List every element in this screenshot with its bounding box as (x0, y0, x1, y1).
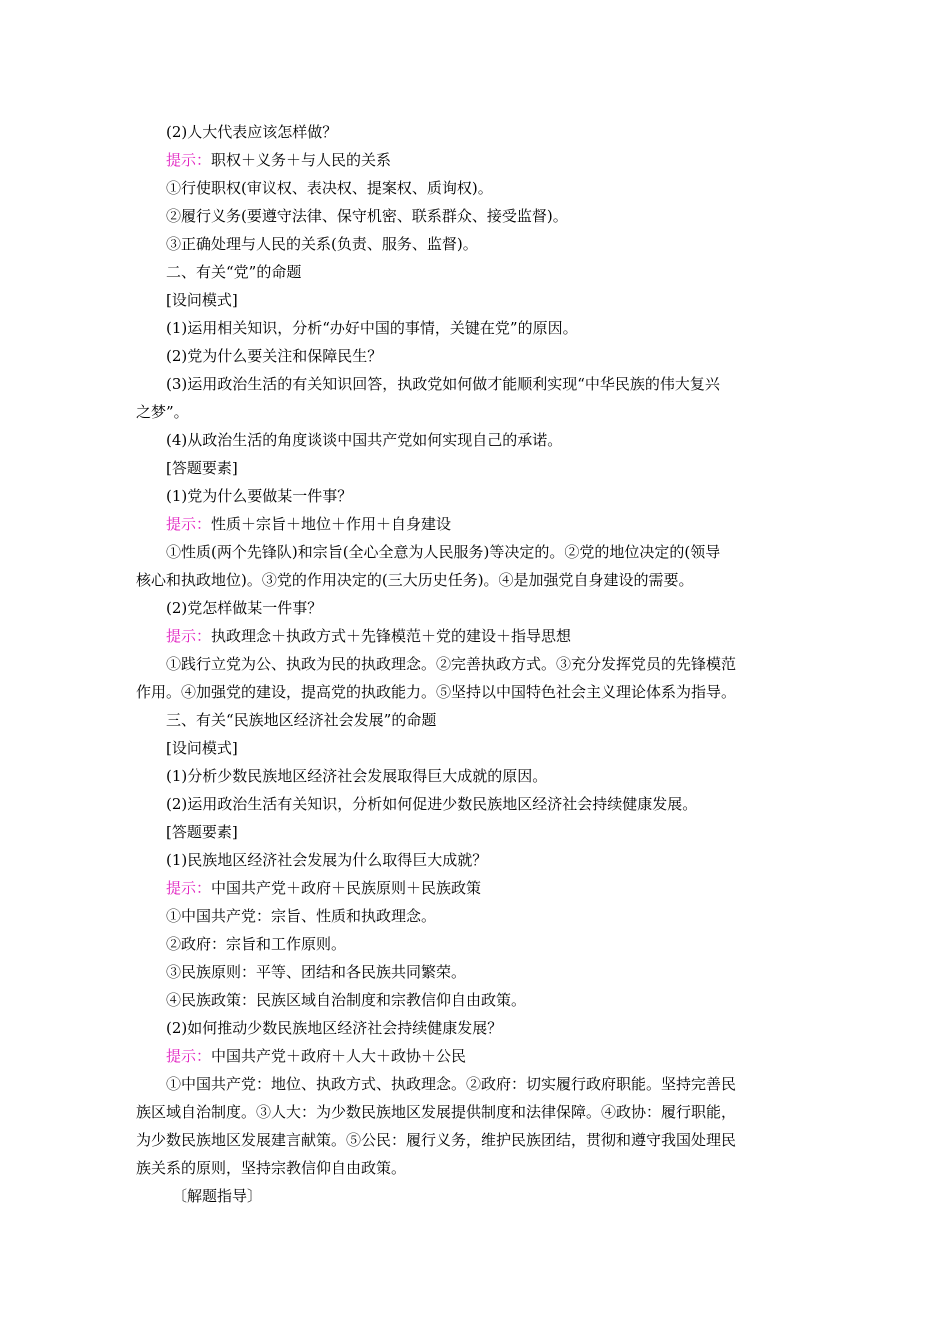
hint-text: 执政理念＋执政方式＋先锋模范＋党的建设＋指导思想 (211, 627, 572, 645)
text-line: (2)运用政治生活有关知识，分析如何促进少数民族地区经济社会持续健康发展。 (166, 795, 698, 813)
text-line: ①践行立党为公、执政为民的执政理念。②完善执政方式。③充分发挥党员的先锋模范 (166, 655, 737, 673)
text-line: (2)如何推动少数民族地区经济社会持续健康发展？ (166, 1019, 503, 1037)
text-line: ③民族原则：平等、团结和各民族共同繁荣。 (166, 963, 467, 981)
section-heading: 三、有关“民族地区经济社会发展”的命题 (166, 711, 437, 729)
hint-text: 中国共产党＋政府＋人大＋政协＋公民 (211, 1047, 467, 1065)
hint-label: 提示： (166, 151, 212, 169)
hint-text: 中国共产党＋政府＋民族原则＋民族政策 (211, 879, 482, 897)
subheading: 〔解题指导〕 (172, 1187, 263, 1205)
hint-text: 职权＋义务＋与人民的关系 (211, 151, 392, 169)
text-line: ③正确处理与人民的关系(负责、服务、监督)。 (166, 235, 478, 253)
text-line-continuation: 核心和执政地位)。③党的作用决定的(三大历史任务)。④是加强党自身建设的需要。 (136, 571, 694, 589)
text-line-continuation: 族关系的原则，坚持宗教信仰自由政策。 (136, 1159, 407, 1177)
text-line: (3)运用政治生活的有关知识回答，执政党如何做才能顺利实现“中华民族的伟大复兴 (166, 375, 720, 393)
subheading: [答题要素] (166, 823, 238, 841)
text-line-continuation: 族区域自治制度。③人大：为少数民族地区发展提供制度和法律保障。④政协：履行职能， (136, 1103, 737, 1121)
text-line: (2)党为什么要关注和保障民生？ (166, 347, 383, 365)
hint-label: 提示： (166, 879, 212, 897)
hint-text: 性质＋宗旨＋地位＋作用＋自身建设 (211, 515, 452, 533)
hint-line (136, 1042, 816, 1070)
text-line: (2)党怎样做某一件事？ (166, 599, 323, 617)
subheading: [设问模式] (166, 739, 238, 757)
text-line: (1)分析少数民族地区经济社会发展取得巨大成就的原因。 (166, 767, 548, 785)
text-line: (1)运用相关知识，分析“办好中国的事情，关键在党”的原因。 (166, 319, 578, 337)
hint-line (136, 622, 816, 650)
text-line: (4)从政治生活的角度谈谈中国共产党如何实现自己的承诺。 (166, 431, 563, 449)
hint-line (136, 510, 816, 538)
text-line: (2)人大代表应该怎样做？ (166, 123, 338, 141)
hint-line (136, 146, 816, 174)
text-line: (1)党为什么要做某一件事？ (166, 487, 353, 505)
text-line: ①行使职权(审议权、表决权、提案权、质询权)。 (166, 179, 493, 197)
subheading: [设问模式] (166, 291, 238, 309)
text-line-continuation: 为少数民族地区发展建言献策。⑤公民：履行义务，维护民族团结，贯彻和遵守我国处理民 (136, 1131, 737, 1149)
text-line: ①性质(两个先锋队)和宗旨(全心全意为人民服务)等决定的。②党的地位决定的(领导 (166, 543, 721, 561)
text-line: ①中国共产党：宗旨、性质和执政理念。 (166, 907, 437, 925)
text-line: (1)民族地区经济社会发展为什么取得巨大成就？ (166, 851, 488, 869)
subheading: [答题要素] (166, 459, 238, 477)
hint-label: 提示： (166, 627, 212, 645)
text-line: ②政府：宗旨和工作原则。 (166, 935, 347, 953)
text-line-continuation: 之梦”。 (136, 403, 189, 421)
section-heading: 二、有关“党”的命题 (166, 263, 302, 281)
text-line-continuation: 作用。④加强党的建设，提高党的执政能力。⑤坚持以中国特色社会主义理论体系为指导。 (136, 683, 737, 701)
text-line: ①中国共产党：地位、执政方式、执政理念。②政府：切实履行政府职能。坚持完善民 (166, 1075, 737, 1093)
document-body (136, 118, 816, 1210)
hint-label: 提示： (166, 515, 212, 533)
text-line: ②履行义务(要遵守法律、保守机密、联系群众、接受监督)。 (166, 207, 568, 225)
hint-label: 提示： (166, 1047, 212, 1065)
text-line: ④民族政策：民族区域自治制度和宗教信仰自由政策。 (166, 991, 527, 1009)
hint-line (136, 874, 816, 902)
